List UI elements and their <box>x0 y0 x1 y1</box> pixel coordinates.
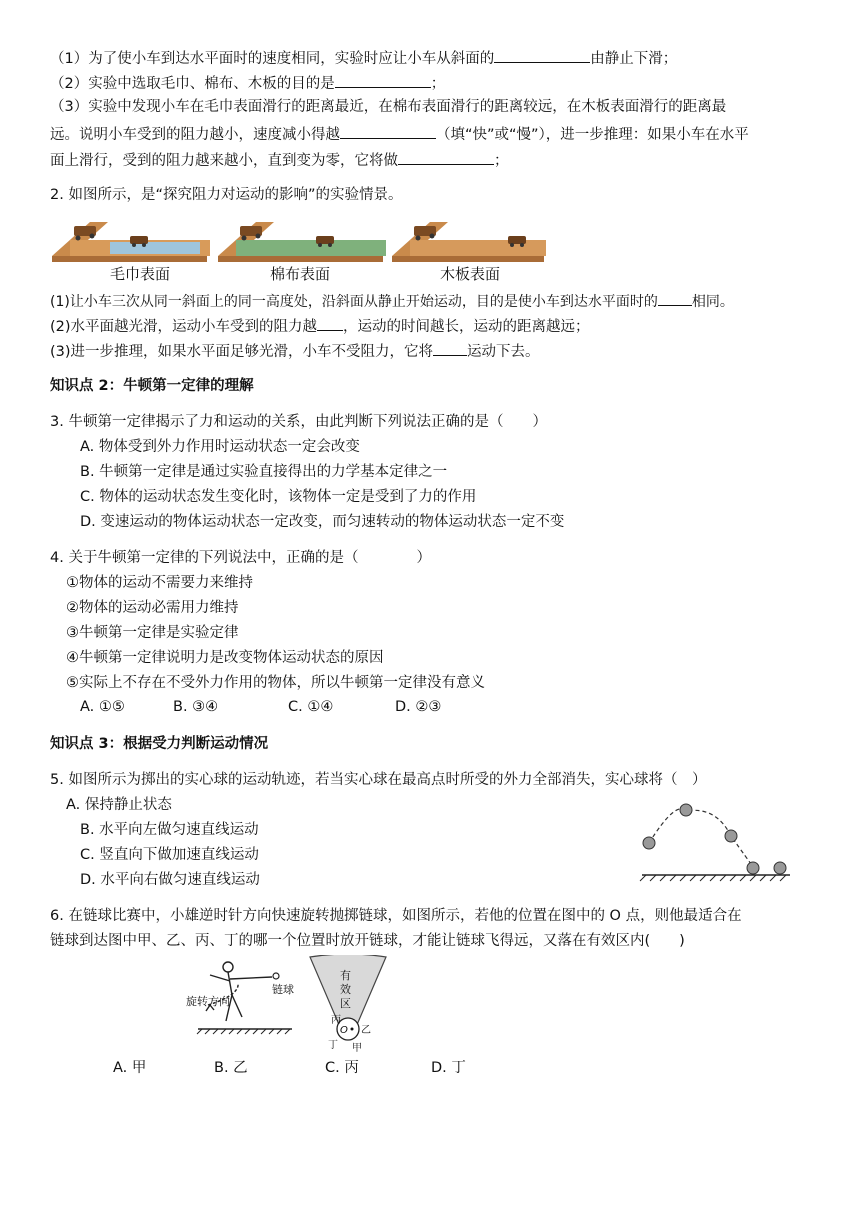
q5-option-d[interactable]: D. 水平向右做匀速直线运动 <box>80 872 260 888</box>
towel-surface-panel <box>52 222 210 262</box>
q1-line2 <box>50 73 445 94</box>
q5-stem: 5. 如图所示为掷出的实心球的运动轨迹，若当实心球在最高点时所受的外力全部消失，实心球将（ ） <box>50 772 707 788</box>
hammer-ball <box>273 973 279 979</box>
q1-line4 <box>50 124 749 145</box>
q6-line1: 6. 在链球比赛中，小雄逆时针方向快速旋转抛掷链球，如图所示，若他的位置在图中的 O 点，则他最适合在 <box>50 908 742 924</box>
q1-line1-text: （1）为了使小车到达水平面时的速度相同，实验时应让小车从斜面的 <box>50 51 495 67</box>
section-heading-kp2: 知识点 2：牛顿第一定律的理解 <box>50 378 254 394</box>
q3-option-a[interactable]: A. 物体受到外力作用时运动状态一定会改变 <box>80 439 360 455</box>
answer-blank[interactable] <box>433 341 467 356</box>
q3-stem: 3. 牛顿第一定律揭示了力和运动的关系，由此判断下列说法正确的是（ ） <box>50 414 547 430</box>
q2-part3-tail: 运动下去。 <box>467 344 540 360</box>
q1-line5 <box>50 150 509 171</box>
q4-option-a[interactable]: A. ①⑤ <box>80 699 125 715</box>
q5-option-b[interactable]: B. 水平向左做匀速直线运动 <box>80 822 259 838</box>
q5-option-a[interactable]: A. 保持静止状态 <box>66 797 172 813</box>
label-rotation: 旋转方向 <box>186 995 230 1008</box>
label-yi: 乙 <box>361 1025 371 1036</box>
q4-option-b[interactable]: B. ③④ <box>173 699 219 715</box>
q2-part1 <box>50 291 734 311</box>
q4-statement-2: ②物体的运动必需用力维持 <box>66 600 239 616</box>
q4-statement-3: ③牛顿第一定律是实验定律 <box>66 625 239 641</box>
q1-line2-text: （2）实验中选取毛巾、棉布、木板的目的是 <box>50 76 335 92</box>
q1-line5-text: 面上滑行，受到的阻力越来越小，直到变为零，它将做 <box>50 153 398 169</box>
label-ball: 链球 <box>272 983 294 996</box>
q4-statement-5: ⑤实际上不存在不受外力作用的物体，所以牛顿第一定律没有意义 <box>66 675 485 691</box>
label-bing: 丙 <box>331 1015 341 1026</box>
q4-statement-1: ①物体的运动不需要力来维持 <box>66 575 253 591</box>
answer-blank[interactable] <box>317 316 343 331</box>
q6-option-b[interactable]: B. 乙 <box>214 1060 248 1076</box>
surface-label-cotton: 棉布表面 <box>270 265 331 283</box>
ball-position-3 <box>725 830 737 842</box>
q1-line4-text: 远。说明小车受到的阻力越小，速度减小得越 <box>50 127 340 143</box>
q4-stem: 4. 关于牛顿第一定律的下列说法中，正确的是（ ） <box>50 550 431 566</box>
ball-position-4 <box>747 862 759 874</box>
q6-option-a[interactable]: A. 甲 <box>113 1060 147 1076</box>
q2-part2-text: (2)水平面越光滑，运动小车受到的阻力越 <box>50 319 318 335</box>
q2-part3 <box>50 341 540 362</box>
q1-line1 <box>50 48 677 69</box>
q2-part1-tail: 相同。 <box>691 294 734 310</box>
q1-line2-tail: ； <box>430 76 446 92</box>
section-heading-kp3: 知识点 3：根据受力判断运动情况 <box>50 736 269 752</box>
ball-position-5 <box>774 862 786 874</box>
q3-option-d[interactable]: D. 变速运动的物体运动状态一定改变，而匀速转动的物体运动状态一定不变 <box>80 514 565 530</box>
q3-option-b[interactable]: B. 牛顿第一定律是通过实验直接得出的力学基本定律之一 <box>80 464 448 480</box>
q3-option-c[interactable]: C. 物体的运动状态发生变化时，该物体一定是受到了力的作用 <box>80 489 477 505</box>
label-o-point: O <box>340 1025 348 1036</box>
q6-line2: 链球到达图中甲、乙、丙、丁的哪一个位置时放开链球，才能让链球飞得远，又落在有效区内( ) <box>50 933 685 949</box>
label-zone-3: 区 <box>340 997 351 1010</box>
wood-surface-panel <box>392 222 546 262</box>
q6-option-c[interactable]: C. 丙 <box>325 1060 359 1076</box>
ball-position-top <box>680 804 692 816</box>
q2-part2 <box>50 316 590 337</box>
q1-line1-tail: 由静止下滑； <box>590 51 678 67</box>
cotton-surface-panel <box>218 222 386 262</box>
answer-blank[interactable] <box>658 291 692 306</box>
label-ding: 丁 <box>328 1040 338 1051</box>
surface-label-towel: 毛巾表面 <box>110 265 171 283</box>
q1-line3: （3）实验中发现小车在毛巾表面滑行的距离最近，在棉布表面滑行的距离较远，在木板表面滑行的距离最 <box>50 99 727 115</box>
ball-position-1 <box>643 837 655 849</box>
answer-blank[interactable] <box>398 150 494 165</box>
thrower-figure <box>206 962 272 1021</box>
friction-experiment-figure <box>50 214 550 284</box>
hammer-throw-figure <box>180 955 400 1055</box>
q2-part2-tail: ，运动的时间越长，运动的距离越远； <box>343 319 590 335</box>
q1-line5-tail: ； <box>494 153 509 169</box>
q4-statement-4: ④牛顿第一定律说明力是改变物体运动状态的原因 <box>66 650 384 666</box>
label-zone-1: 有 <box>340 969 351 982</box>
surface-label-wood: 木板表面 <box>440 265 501 283</box>
q1-line4-tail: （填“快”或“慢”），进一步推理：如果小车在水平 <box>436 127 749 143</box>
answer-blank[interactable] <box>335 73 431 88</box>
shot-put-trajectory-figure <box>636 798 796 886</box>
q2-part3-text: (3)进一步推理，如果水平面足够光滑，小车不受阻力，它将 <box>50 344 434 360</box>
q4-option-d[interactable]: D. ②③ <box>395 699 442 715</box>
answer-blank[interactable] <box>494 48 590 63</box>
q4-option-c[interactable]: C. ①④ <box>288 699 334 715</box>
q5-option-c[interactable]: C. 竖直向下做加速直线运动 <box>80 847 259 863</box>
label-jia: 甲 <box>352 1043 362 1054</box>
q6-option-d[interactable]: D. 丁 <box>431 1060 466 1076</box>
answer-blank[interactable] <box>340 124 436 139</box>
q2-stem: 2. 如图所示，是“探究阻力对运动的影响”的实验情景。 <box>50 187 403 203</box>
q2-part1-text: (1)让小车三次从同一斜面上的同一高度处，沿斜面从静止开始运动，目的是使小车到达水平面时的 <box>50 294 658 310</box>
label-zone-2: 效 <box>340 983 351 996</box>
